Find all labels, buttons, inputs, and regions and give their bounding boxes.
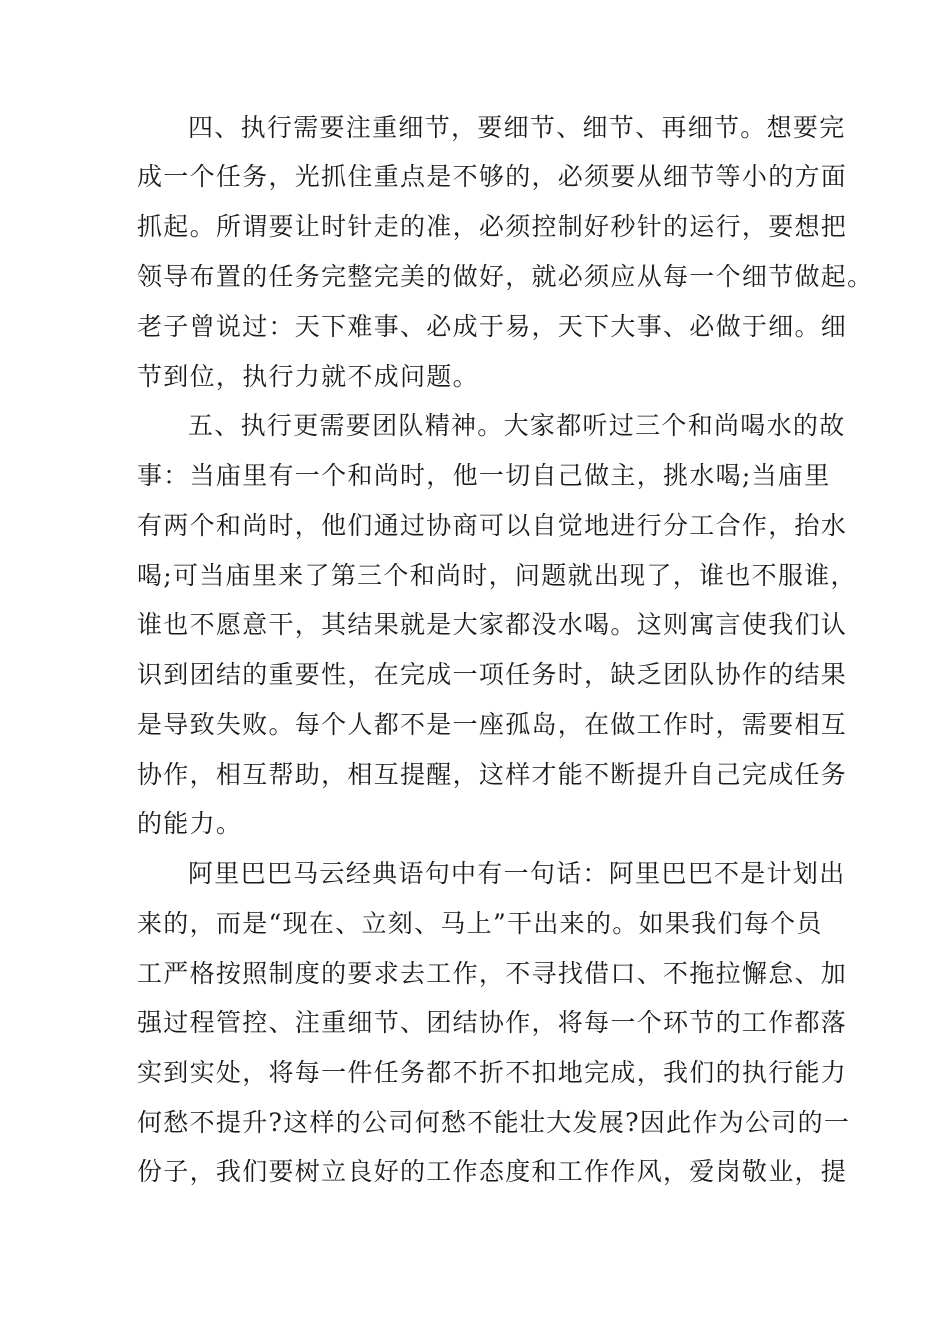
paragraph-1-line-2: 成一个任务，光抓住重点是不够的，必须要从细节等小的方面	[137, 162, 848, 191]
paragraph-2-line-7: 是导致失败。每个人都不是一座孤岛，在做工作时，需要相互	[137, 710, 848, 739]
paragraph-2-line-8: 协作，相互帮助，相互提醒，这样才能不断提升自己完成任务	[137, 760, 848, 789]
paragraph-1-line-4: 领导布置的任务完整完美的做好，就必须应从每一个细节做起。	[137, 262, 874, 291]
paragraph-3-line-7: 份子，我们要树立良好的工作态度和工作作风，爱岗敬业，提	[137, 1157, 848, 1186]
paragraph-2-line-3: 有两个和尚时，他们通过协商可以自觉地进行分工合作，抬水	[137, 511, 848, 540]
paragraph-2-line-5: 谁也不愿意干，其结果就是大家都没水喝。这则寓言使我们认	[137, 610, 848, 639]
paragraph-1-line-3: 抓起。所谓要让时针走的准，必须控制好秒针的运行，要想把	[137, 212, 848, 241]
paragraph-1-line-5: 老子曾说过：天下难事、必成于易，天下大事、必做于细。细	[137, 312, 848, 341]
paragraph-2-line-2: 事：当庙里有一个和尚时，他一切自己做主，挑水喝;当庙里	[137, 461, 831, 490]
paragraph-1-line-1: 四、执行需要注重细节，要细节、细节、再细节。想要完	[188, 113, 846, 142]
paragraph-3-line-4: 强过程管控、注重细节、团结协作，将每一个环节的工作都落	[137, 1008, 848, 1037]
paragraph-3-line-5: 实到实处，将每一件任务都不折不扣地完成，我们的执行能力	[137, 1058, 848, 1087]
paragraph-1-line-6: 节到位，执行力就不成问题。	[137, 362, 479, 391]
paragraph-2-line-6: 识到团结的重要性，在完成一项任务时，缺乏团队协作的结果	[137, 660, 848, 689]
paragraph-3-line-6: 何愁不提升?这样的公司何愁不能壮大发展?因此作为公司的一	[137, 1108, 851, 1137]
paragraph-3-line-1: 阿里巴巴马云经典语句中有一句话：阿里巴巴不是计划出	[188, 859, 846, 888]
paragraph-2-line-1: 五、执行更需要团队精神。大家都听过三个和尚喝水的故	[188, 411, 846, 440]
paragraph-3-line-2: 来的，而是“现在、立刻、马上”干出来的。如果我们每个员	[137, 909, 823, 938]
paragraph-3-line-3: 工严格按照制度的要求去工作，不寻找借口、不拖拉懈怠、加	[137, 959, 848, 988]
paragraph-2-line-4: 喝;可当庙里来了第三个和尚时，问题就出现了，谁也不服谁，	[137, 561, 857, 590]
paragraph-2-line-9: 的能力。	[137, 809, 243, 838]
